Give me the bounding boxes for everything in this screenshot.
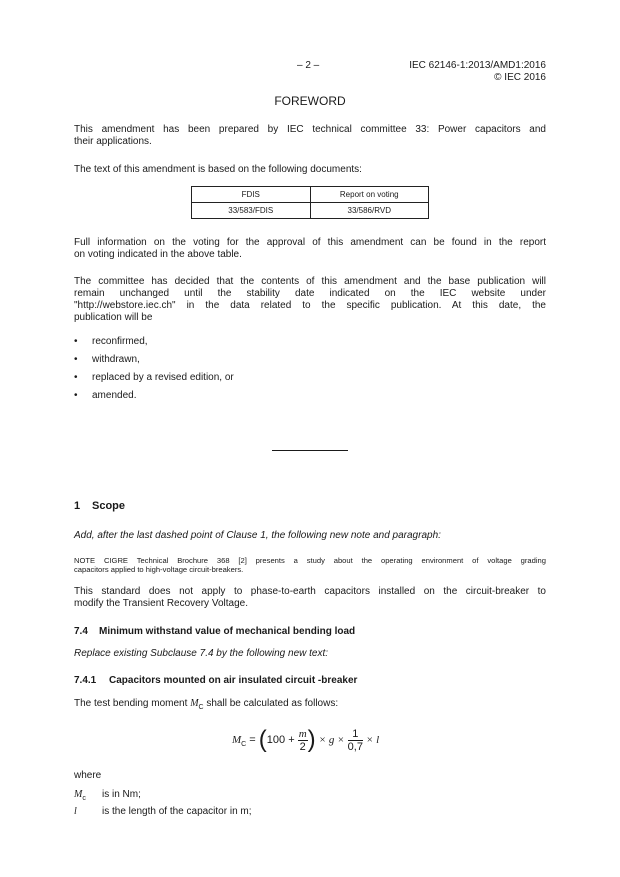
formula-equals: =: [249, 733, 256, 746]
bullet-marker: •: [74, 372, 78, 383]
symbol-m: M: [190, 698, 199, 709]
formula-m: M: [232, 733, 242, 746]
foreword-para3-line1: Full information on the voting for the approval of this amendment can be found in the report: [74, 237, 546, 248]
scope-para-line1: This standard does not apply to phase-to-earth capacitors installed on the circuit-breaker to: [74, 586, 546, 597]
right-paren: ): [307, 726, 316, 753]
documents-table: [191, 186, 429, 219]
scope-instruction: Add, after the last dashed point of Clause 1, the following new note and paragraph:: [74, 530, 441, 541]
table-header-row: [192, 187, 429, 203]
scope-heading: Scope: [92, 500, 126, 512]
list-item: replaced by a revised edition, or: [92, 372, 234, 383]
section-7-4-1-intro: [74, 698, 338, 715]
symbol-m-subscript: C: [198, 704, 204, 711]
fraction-1-over-07: [348, 728, 363, 753]
fraction-m-numerator: m: [298, 727, 307, 740]
scope-heading-number: 1: [74, 500, 81, 512]
scope-para-line2: modify the Transient Recovery Voltage.: [74, 598, 248, 609]
section-7-4-instruction: Replace existing Subclause 7.4 by the following new text:: [74, 648, 329, 659]
foreword-para2: The text of this amendment is based on the following documents:: [74, 164, 362, 175]
definition-symbol-mc: [74, 789, 86, 806]
foreword-para1-line2: their applications.: [74, 136, 152, 147]
list-item: amended.: [92, 390, 137, 401]
foreword-para4-line1: The committee has decided that the contents of this amendment and the base publication will: [74, 276, 546, 287]
foreword-para4-line2: remain unchanged until the stability date indicated on the IEC website under: [74, 288, 546, 299]
where-label: where: [74, 770, 102, 781]
formula-m-subscript: C: [241, 741, 247, 749]
definition-text-mc: is in Nm;: [102, 789, 141, 800]
table-row: [192, 203, 429, 219]
page-number: – 2 –: [297, 60, 320, 71]
intro-text-after: shall be calculated as follows:: [206, 698, 339, 709]
scope-note-line2: capacitors applied to high-voltage circuit-breakers.: [74, 565, 244, 574]
foreword-para1-line1: This amendment has been prepared by IEC technical committee 33: Power capacitors and: [74, 124, 546, 135]
table-header-fdis: FDIS: [192, 187, 311, 203]
definition-text-l: is the length of the capacitor in m;: [102, 806, 252, 817]
bullet-marker: •: [74, 336, 78, 347]
table-cell-fdis: 33/583/FDIS: [192, 203, 311, 219]
formula-hundred: 100 +: [266, 733, 295, 746]
def-m-symbol: M: [74, 789, 83, 800]
foreword-para3-line2: on voting indicated in the above table.: [74, 249, 242, 260]
foreword-title: FOREWORD: [274, 94, 346, 108]
section-7-4-number: 7.4: [74, 626, 88, 637]
foreword-para4-line4: publication will be: [74, 312, 153, 323]
section-7-4-1-number: 7.4.1: [74, 675, 97, 686]
bullet-marker: •: [74, 390, 78, 401]
document-id: IEC 62146-1:2013/AMD1:2016: [409, 60, 546, 71]
left-paren: (: [258, 726, 267, 753]
bullet-marker: •: [74, 354, 78, 365]
foreword-para4-line3: "http://webstore.iec.ch" in the data related to the specific publication. At this date, the: [74, 300, 546, 311]
table-cell-rvd: 33/586/RVD: [310, 203, 429, 219]
scope-note-line1: NOTE CIGRE Technical Brochure 368 [2] presents a study about the operating environment of voltage grading: [74, 556, 546, 565]
intro-text-before: The test bending moment: [74, 698, 188, 709]
fraction-07-denominator: 0,7: [347, 740, 363, 753]
fraction-2-denominator: 2: [299, 740, 306, 753]
bending-moment-formula: [232, 726, 379, 754]
section-divider: [272, 450, 348, 451]
section-7-4-1-heading: Capacitors mounted on air insulated circuit -breaker: [109, 675, 358, 686]
section-7-4-heading: Minimum withstand value of mechanical bending load: [99, 626, 356, 637]
formula-times-l: × l: [366, 733, 380, 746]
fraction-m-over-2: [298, 728, 308, 753]
definition-symbol-l: l: [74, 806, 77, 817]
list-item: reconfirmed,: [92, 336, 148, 347]
formula-times-g: × g ×: [318, 733, 345, 746]
copyright: © IEC 2016: [494, 72, 546, 83]
def-m-subscript: c: [82, 795, 86, 802]
table-header-report: Report on voting: [310, 187, 429, 203]
list-item: withdrawn,: [92, 354, 140, 365]
fraction-1-numerator: 1: [348, 728, 363, 741]
